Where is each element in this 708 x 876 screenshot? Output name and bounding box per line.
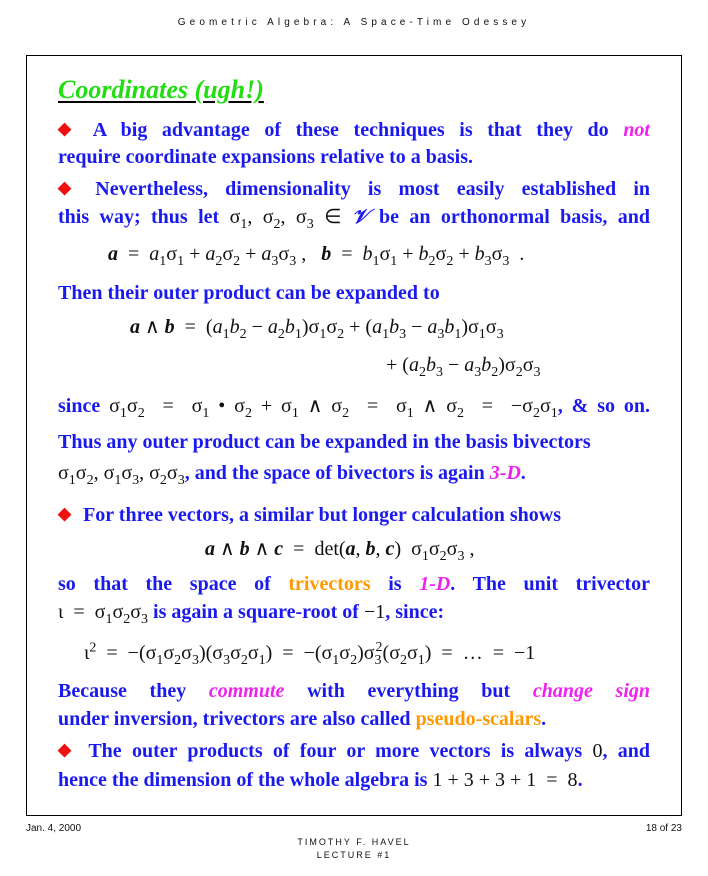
bullet-4-line-2: hence the dimension of the whole algebra is 1 + 3 + 3 + 1 = 8. [58, 769, 583, 791]
trivector-equation: a ∧ b ∧ c = det(a, b, c) $\sigma_1\sigma_2\sigma_3$ , [205, 538, 475, 564]
diamond-bullet-icon: ◆ [58, 119, 81, 138]
bullet-1-line-1: ◆ A big advantage of these techniques is that they do not [58, 119, 650, 141]
slide-title: Coordinates (ugh!) [58, 75, 264, 104]
diamond-bullet-icon: ◆ [58, 178, 84, 197]
then-line: Then their outer product can be expanded to [58, 282, 440, 304]
bullet-3-line-1: ◆ For three vectors, a similar but longer calculation shows [58, 504, 562, 526]
footer-date: Jan. 4, 2000 [26, 823, 82, 834]
bullet-2-line-1: ◆ Nevertheless, dimensionality is most easily established in [58, 178, 651, 200]
thus-line-2: $\sigma_1\sigma_2$, $\sigma_1\sigma_3$, $\sigma_2\sigma_3$, and the space of bivectors is again 3-D. [58, 462, 526, 488]
diamond-bullet-icon: ◆ [58, 740, 77, 759]
bullet-4-line-1: ◆ The outer products of four or more vectors is always 0, and [58, 740, 650, 762]
outer-product-equation-1: a ∧ $b = (a_1b_2 - a_2b_1)\sigma_1\sigma_2 + (a_1b_3 - a_3b_1)\sigma_1\sigma_3$ [130, 316, 504, 342]
iota-squared-equation: $\iota^2 = -(\sigma_1\sigma_2\sigma_3)(\sigma_3\sigma_2\sigma_1) = -(\sigma_1\sigma_2)\sigma_3^2(\sigma_2\sigma_1)$ = … = −1 [84, 640, 536, 668]
diamond-bullet-icon: ◆ [58, 504, 72, 523]
unit-trivector-line: $\iota = \sigma_1\sigma_2\sigma_3$ is again a square-root of −1, since: [58, 601, 445, 627]
thus-line-1: Thus any outer product can be expanded in the basis bivectors [58, 431, 591, 453]
basis-expansion-equation: $a = a_1\sigma_1 + a_2\sigma_2 + a_3\sigma_3$ , $b = b_1\sigma_1 + b_2\sigma_2 + b_3\sigma_3$ . [108, 243, 525, 269]
outer-product-equation-2: + $(a_2b_3 - a_3b_2)\sigma_2\sigma_3$ [386, 354, 541, 380]
under-inversion-line: under inversion, trivectors are also called pseudo-scalars. [58, 708, 547, 730]
footer-lecture: LECTURE #1 [316, 850, 392, 860]
footer-author: TIMOTHY F. HAVEL [297, 837, 411, 847]
because-line: Because they commute with everything but change sign [58, 680, 651, 702]
bullet-2-line-2: this way; thus let $\sigma_1$, $\sigma_2$, $\sigma_3$ ∈ 𝒱 be an orthonormal basis, and [58, 206, 651, 232]
so-that-line: so that the space of trivectors is 1-D. The unit trivector [58, 573, 651, 595]
since-line: since $\sigma_1\sigma_2 = \sigma_1$ • $\sigma_2 + \sigma_1$ ∧ $\sigma_2 = \sigma_1$ ∧ $\sigma_2 = -\sigma_2\sigma_1$, & so on. [58, 395, 651, 421]
bullet-1-line-2: require coordinate expansions relative to a basis. [58, 146, 473, 168]
footer-page: 18 of 23 [645, 823, 682, 834]
header-title: Geometric Algebra: A Space-Time Odessey [177, 17, 531, 28]
